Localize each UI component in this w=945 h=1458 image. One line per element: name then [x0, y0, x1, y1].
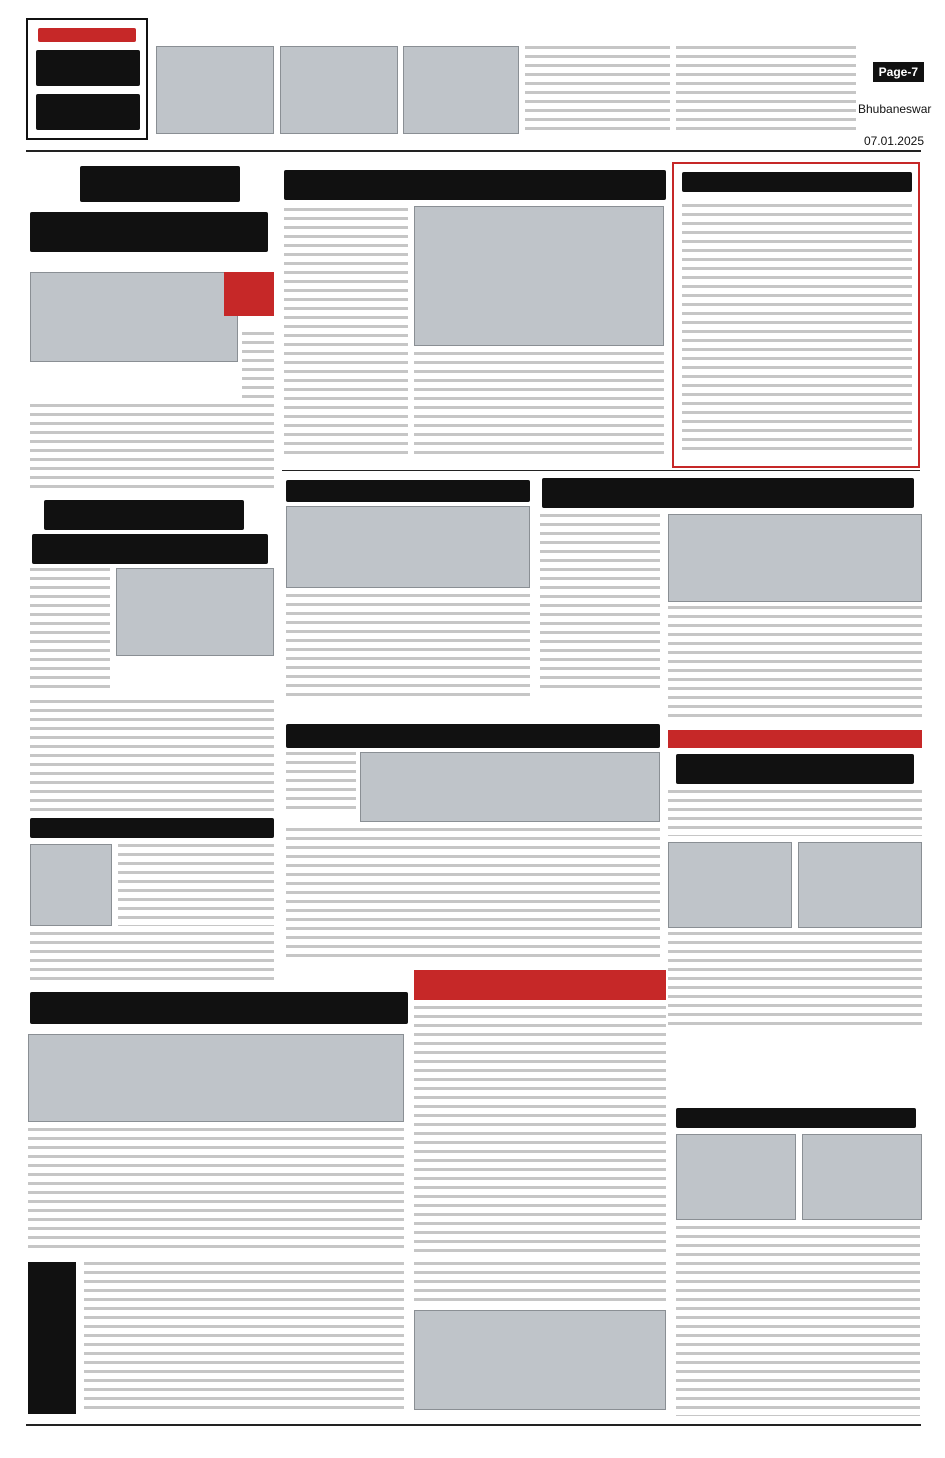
masthead-text: [525, 46, 670, 134]
story-photo: [30, 272, 238, 362]
story-photo: [360, 752, 660, 822]
story-text: [242, 332, 274, 398]
story-text: [668, 932, 922, 1028]
masthead-photo: [280, 46, 398, 134]
masthead-text: [676, 46, 856, 134]
masthead-meta: [858, 44, 932, 148]
story-text: [676, 1226, 920, 1416]
story-text: [668, 790, 922, 836]
story-photo: [802, 1134, 922, 1220]
masthead-photo: [156, 46, 274, 134]
headline: [30, 818, 274, 838]
story-text: [28, 1128, 404, 1254]
story-photo: [676, 1134, 796, 1220]
boxed-story: [414, 970, 666, 1000]
story-text: [30, 700, 274, 812]
headline: [30, 992, 408, 1024]
headline: [676, 754, 914, 784]
story-text: [30, 404, 274, 492]
masthead-divider: [26, 150, 921, 152]
story-photo: [668, 514, 922, 602]
story-photo: [798, 842, 922, 928]
headline: [676, 1108, 916, 1128]
story-text: [284, 208, 408, 460]
story-text: [668, 606, 922, 718]
story-badge: [224, 272, 274, 316]
headline: [286, 480, 530, 502]
headline: [284, 170, 666, 200]
story-photo: [668, 842, 792, 928]
headline: [32, 534, 268, 564]
headline: [30, 212, 268, 252]
headline: [44, 500, 244, 530]
masthead-photo: [403, 46, 519, 134]
story-photo: [28, 1034, 404, 1122]
headline: [682, 172, 912, 192]
story-tag: [668, 730, 922, 748]
page-label: Page-7: [858, 62, 924, 82]
story-text: [30, 932, 274, 984]
headline: [542, 478, 914, 508]
story-text: [84, 1262, 404, 1412]
story-text: [414, 1006, 666, 1254]
page-bottom-rule: [26, 1424, 921, 1426]
story-text: [682, 204, 912, 456]
story-text: [286, 828, 660, 962]
story-text: [540, 514, 660, 692]
section-divider: [282, 470, 920, 471]
story-photo: [286, 506, 530, 588]
vertical-headline-box: [28, 1262, 76, 1414]
headline: [286, 724, 660, 748]
story-photo: [116, 568, 274, 656]
date-label: 07.01.2025: [863, 134, 924, 148]
headline: [80, 166, 240, 202]
story-text: [286, 594, 530, 696]
story-photo: [30, 844, 112, 926]
story-photo: [414, 206, 664, 346]
story-photo: [414, 1310, 666, 1410]
story-text: [414, 352, 664, 460]
city-label: Bhubaneswar: [858, 102, 932, 116]
story-text: [286, 752, 356, 810]
story-text: [30, 568, 110, 694]
story-text: [118, 844, 274, 926]
masthead-logo: [26, 18, 148, 140]
story-text: [414, 1262, 666, 1304]
